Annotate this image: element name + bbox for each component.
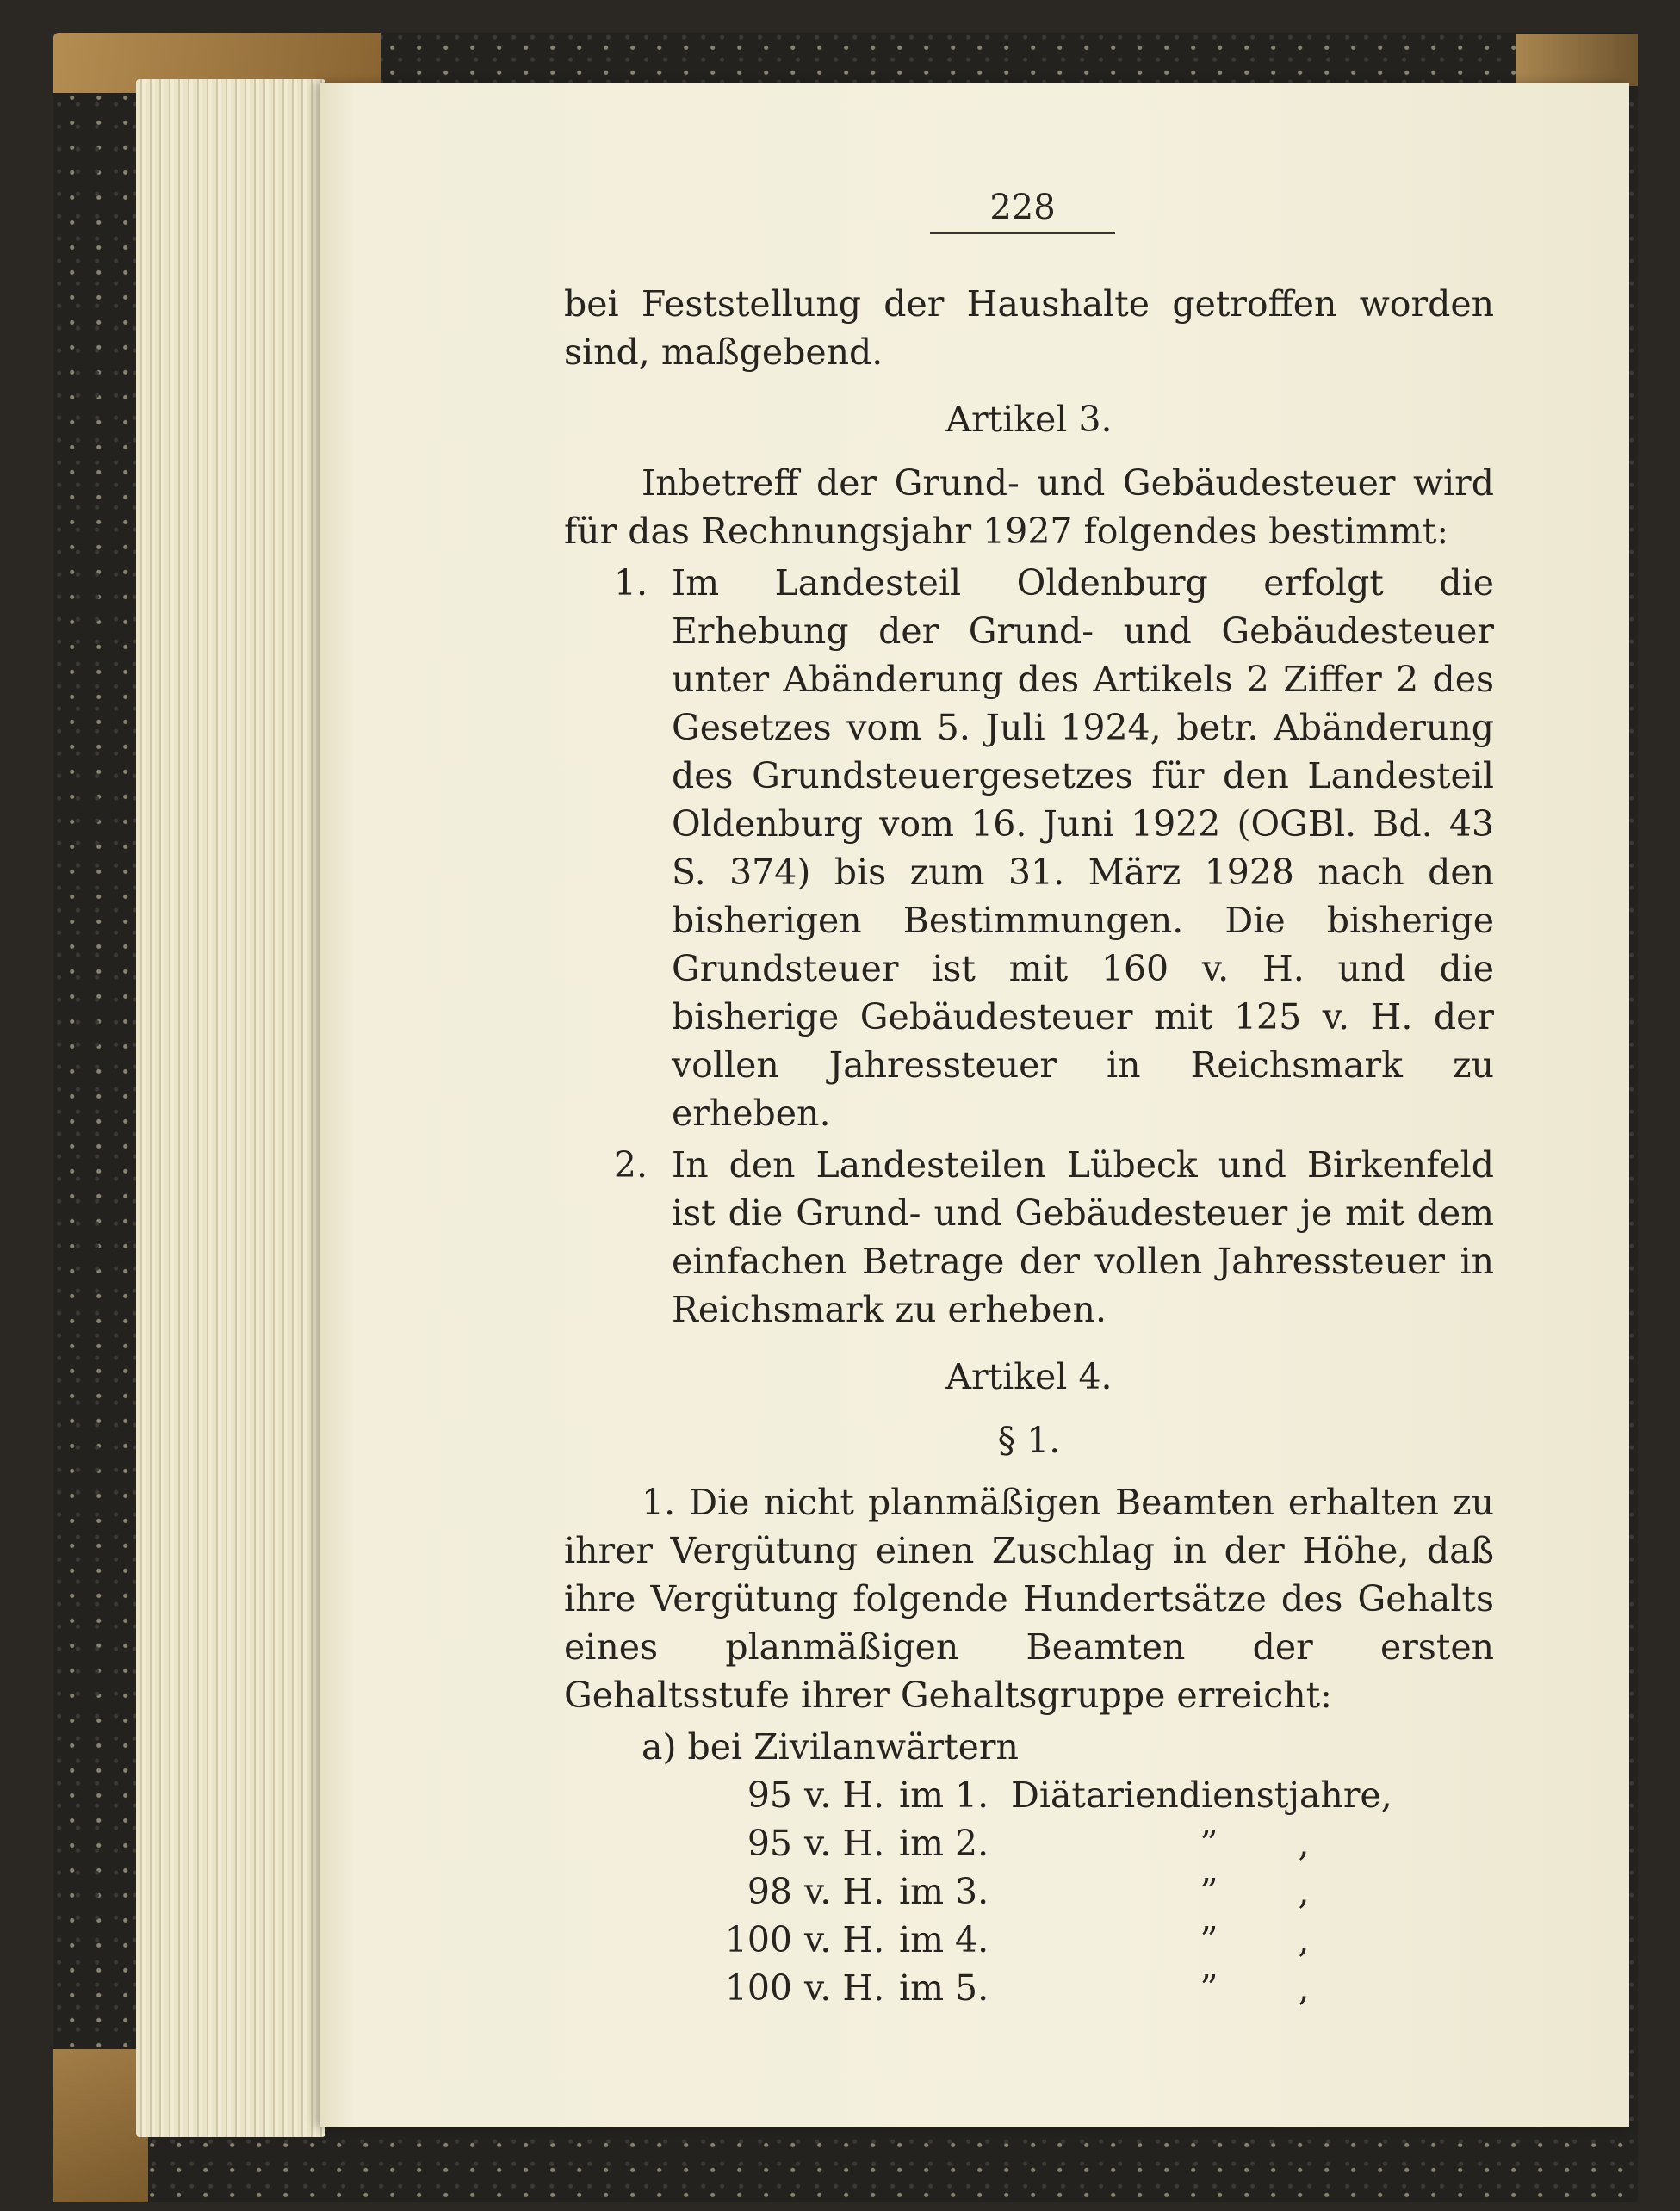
rate-percent: 100 (724, 1919, 792, 1960)
rate-ditto (1011, 1867, 1493, 1916)
rate-unit: v. H. (804, 1774, 885, 1816)
rate-unit: v. H. (804, 1823, 885, 1864)
rate-unit: v. H. (804, 1871, 885, 1912)
rate-ditto (1011, 1916, 1493, 1964)
ditto-comma: , (1298, 1871, 1310, 1912)
article-3-item-1 (564, 559, 1494, 1137)
ditto-comma: , (1298, 1967, 1310, 2009)
rate-year: im 4. (899, 1919, 989, 1960)
page-number: 228 (930, 188, 1115, 234)
rate-ditto (1011, 1819, 1493, 1867)
table-row (710, 1819, 1493, 1867)
ditto-mark: ” (1200, 1919, 1218, 1960)
rate-year: im 2. (899, 1823, 989, 1864)
rate-label: Diätariendienstjahre, (1011, 1774, 1392, 1816)
ditto-mark: ” (1200, 1967, 1218, 2009)
rate-year: im 3. (899, 1871, 989, 1912)
item-number: 2. (613, 1144, 648, 1186)
rate-unit: v. H. (804, 1967, 885, 2009)
ditto-comma: , (1298, 1823, 1310, 1864)
continuation-paragraph: bei Feststellung der Haushalte getroffen worden sind, maßgebend. (564, 283, 1494, 373)
item-number: 1. (613, 562, 648, 604)
table-row (710, 1771, 1493, 1819)
article-3-heading: Artikel 3. (945, 399, 1113, 440)
table-row (710, 1916, 1493, 1964)
section-heading: § 1. (997, 1420, 1061, 1461)
page-body (564, 280, 1494, 2012)
item-text: In den Landesteilen Lübeck und Birkenfeld ist die Grund- und Gebäudesteuer je mit dem einfachen Betrage der vollen Jahressteuer in Reichsmark zu erheben. (672, 1144, 1494, 1330)
ditto-comma: , (1298, 1919, 1310, 1960)
article-4-heading: Artikel 4. (945, 1356, 1113, 1397)
rate-ditto (1011, 1964, 1493, 2012)
page-edges (136, 79, 325, 2137)
rate-percent: 95 (747, 1774, 792, 1816)
article-3-intro: Inbetreff der Grund- und Gebäudesteuer wird für das Rechnungsjahr 1927 folgendes bestimmt: (564, 462, 1494, 552)
table-row (710, 1964, 1493, 2012)
rate-percent: 95 (747, 1823, 792, 1864)
leather-corner-right (1516, 34, 1638, 86)
sub-item-a: a) bei Zivilanwärtern (642, 1726, 1019, 1768)
rate-year: im 1. (899, 1774, 989, 1816)
ditto-mark: ” (1200, 1823, 1218, 1864)
table-row (710, 1867, 1493, 1916)
ditto-mark: ” (1200, 1871, 1218, 1912)
rate-percent: 98 (747, 1871, 792, 1912)
item-text: Im Landesteil Oldenburg erfolgt die Erhebung der Grund- und Gebäudesteuer unter Abänderung des Artikels 2 Ziffer 2 des Gesetzes vom 5. Juli 1924, betr. Abänderung des Grundsteuergesetzes für den Landesteil Oldenburg vom 16. Juni 1922 (OGBl. Bd. 43 S. 374) bis zum 31. März 1928 nach den bisherigen Bestimmungen. Die bisherige Grundsteuer ist mit 160 v. H. und die bisherige Gebäudesteuer mit 125 v. H. der vollen Jahressteuer in Reichsmark zu erheben. (672, 562, 1494, 1134)
article-3-item-2 (564, 1141, 1494, 1334)
rates-table (710, 1771, 1493, 2012)
rate-unit: v. H. (804, 1919, 885, 1960)
rate-percent: 100 (724, 1967, 792, 2009)
leather-corner-bottom (53, 2049, 148, 2202)
article-4-paragraph-1: 1. Die nicht planmäßigen Beamten erhalten zu ihrer Vergütung einen Zuschlag in der Höhe, daß ihre Vergütung folgende Hundertsätze des Gehalts eines planmäßigen Beamten der ersten Gehaltsstufe ihrer Gehaltsgruppe erreicht: (564, 1482, 1494, 1716)
rate-year: im 5. (899, 1967, 989, 2009)
